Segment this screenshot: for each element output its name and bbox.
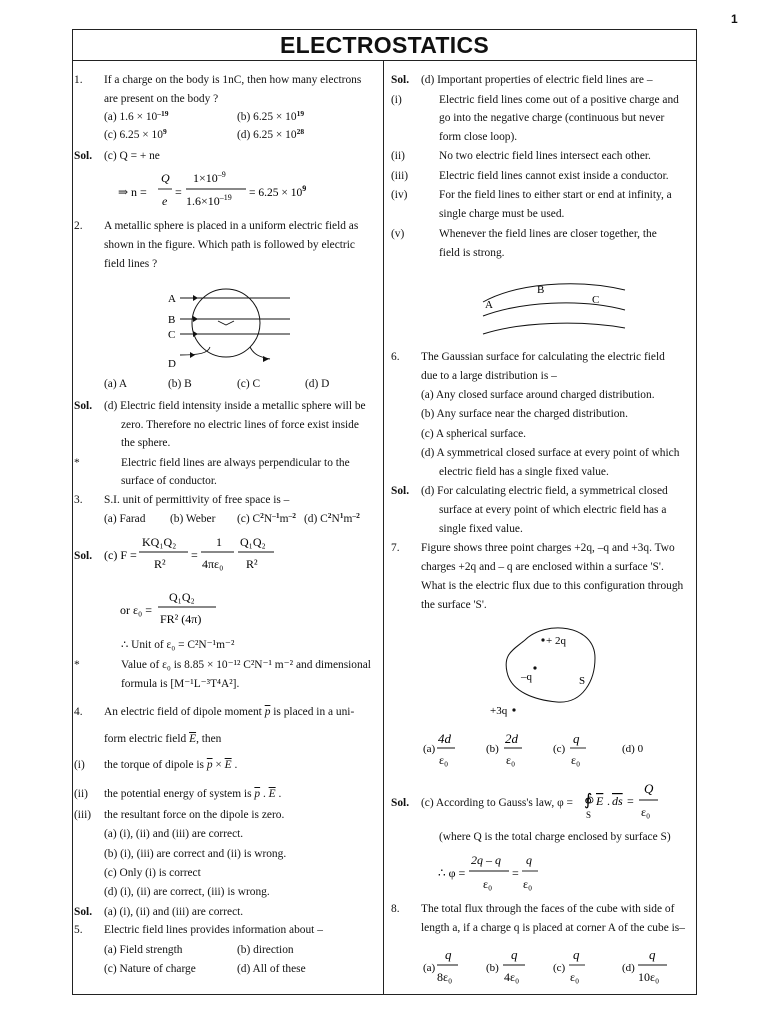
q3-value-line2: formula is [M⁻¹L⁻³T⁴A²]. <box>121 678 240 690</box>
page-number: 1 <box>731 12 738 26</box>
q7-sol-den: ε₀ <box>641 805 651 819</box>
q2-sol-line1: (d) Electric field intensity inside a metallic sphere will be <box>104 400 366 412</box>
q4-i-label: (i) <box>74 759 85 771</box>
q8-option-d-num: q <box>649 947 656 962</box>
svg-text:=: = <box>191 548 198 562</box>
q2-fig-label-c: C <box>168 329 176 341</box>
q5-ii-text: No two electric field lines intersect each other. <box>439 150 651 162</box>
q6-sol-label: Sol. <box>391 485 410 497</box>
q1-eq-lhs: ⇒ n = <box>118 185 147 199</box>
q3-or-den: FR² (4π) <box>160 612 202 626</box>
q3-sol-or-equation <box>120 586 280 634</box>
q5-i-line2: go into the negative charge (continuous but never <box>439 112 665 124</box>
q8-line2: length a, if a charge q is placed at corner A of the cube is– <box>421 922 685 934</box>
q2-figure-sphere-field <box>160 285 310 375</box>
q5-i-line1: Electric field lines come out of a positive charge and <box>439 94 679 106</box>
q7-option-d: (d) 0 <box>622 743 644 755</box>
q1-eq-frac1-den: e <box>162 194 168 208</box>
q1-option-a: (a) $1.6 \times 10^{-19}$ <box>104 109 169 123</box>
q3-option-b: (b) Weber <box>170 513 216 525</box>
q4-i-text: the torque of dipole is $\overline{p} \times \overline{E}$ . <box>104 759 238 771</box>
q8-option-b-num: q <box>511 947 518 962</box>
q2-fig-label-b: B <box>168 314 176 326</box>
q6-line2: due to a large distribution is – <box>421 370 557 382</box>
title-bar <box>73 30 696 61</box>
q3-frac2-den: 4πε₀ <box>202 557 224 571</box>
q1-sol-label: Sol. <box>74 150 93 162</box>
q7-sol-equation <box>438 848 598 896</box>
q7-line1: Figure shows three point charges +2q, –q and +3q. Two <box>421 542 675 554</box>
q1-eq-frac2-num: $1\times 10^{-9}$ <box>193 170 226 185</box>
column-divider <box>383 60 384 994</box>
q5-fig-label-b: B <box>537 284 545 296</box>
q7-sol-eq-lhs: ∴ φ = <box>438 866 466 880</box>
q2-line2: shown in the figure. Which path is followed by electric <box>104 239 355 251</box>
q5-v-line1: Whenever the field lines are closer together, the <box>439 228 657 240</box>
q8-option-b-den: 4ε₀ <box>504 970 520 984</box>
q8-line1: The total flux through the faces of the cube with side of <box>421 903 675 915</box>
q7-integral-s: S <box>586 810 592 820</box>
q5-i-line3: form close loop). <box>439 131 518 143</box>
q4-iii-label: (iii) <box>74 809 92 821</box>
q8-options <box>421 941 681 989</box>
q4-ii-text: the potential energy of system is $\overline{p}$ . $\overline{E}$ . <box>104 788 282 800</box>
q2-line3: field lines ? <box>104 258 158 270</box>
q5-v-label: (v) <box>391 228 405 240</box>
q7-sol-eq-den2: ε₀ <box>523 877 533 891</box>
q6-sol-line3: single fixed value. <box>439 523 523 535</box>
q7-sol-label: Sol. <box>391 797 410 809</box>
q1-equation <box>118 165 318 215</box>
q2-note-line1: Electric field lines are always perpendicular to the <box>121 457 350 469</box>
q3-line1: S.I. unit of permittivity of free space is – <box>104 494 290 506</box>
q7-option-c-label: (c) <box>553 743 566 755</box>
q7-fig-plus3q: +3q <box>490 705 508 717</box>
q1-eq-result: = $6.25 \times 10^9$ <box>249 184 307 199</box>
q4-number: 4. <box>74 706 83 718</box>
q1-eq-equals: = <box>175 185 182 199</box>
q3-number: 3. <box>74 494 83 506</box>
q3-frac3-den: R² <box>246 557 258 571</box>
q7-line2: charges +2q and – q are enclosed within a surface 'S'. <box>421 561 664 573</box>
q2-option-c: (c) C <box>237 378 261 390</box>
q7-option-b-label: (b) <box>486 743 499 755</box>
q7-option-b-den: ε₀ <box>506 753 516 767</box>
q5-i-label: (i) <box>391 94 402 106</box>
q3-value-line1: Value of ε₀ is 8.85 × 10⁻¹² C²N⁻¹ m⁻² and dimensional <box>121 659 371 671</box>
q3-frac3-num: Q₁Q₂ <box>240 535 266 549</box>
q6-option-d2: electric field has a single fixed value. <box>439 466 609 478</box>
q3-sol-or: or ε₀ = <box>120 603 152 617</box>
q4-line1: An electric field of dipole moment $\overline{p}$ is placed in a uni- <box>104 706 355 718</box>
page-title: ELECTROSTATICS <box>279 32 490 58</box>
q5-line1: Electric field lines provides information about – <box>104 924 323 936</box>
q7-figure-gaussian-surface <box>485 618 615 718</box>
q7-gauss-integral <box>584 778 674 826</box>
q7-line4: the surface 'S'. <box>421 599 487 611</box>
q2-fig-label-a: A <box>168 293 176 305</box>
q3-sol-label: Sol. <box>74 550 93 562</box>
q6-option-c: (c) A spherical surface. <box>421 428 526 440</box>
q3-or-num: Q₁Q₂ <box>169 590 195 604</box>
svg-text:=: = <box>627 794 634 808</box>
svg-text:=: = <box>512 866 519 880</box>
q2-line1: A metallic sphere is placed in a uniform electric field as <box>104 220 359 232</box>
q4-option-a: (a) (i), (ii) and (iii) are correct. <box>104 828 244 840</box>
q3-sol-f: (c) F = <box>104 548 137 562</box>
q5-sol-label: Sol. <box>391 74 410 86</box>
q2-sol-line3: the sphere. <box>121 437 171 449</box>
q7-sol-eq-num2: q <box>526 853 532 867</box>
q5-iv-line1: For the field lines to either start or end at infinity, a <box>439 189 672 201</box>
q8-option-c-den: ε₀ <box>570 970 580 984</box>
q5-fig-label-a: A <box>485 299 493 311</box>
q2-option-d: (d) D <box>305 378 330 390</box>
q5-fig-label-c: C <box>592 294 600 306</box>
q2-note-line2: surface of conductor. <box>121 475 217 487</box>
q7-line3: What is the electric flux due to this configuration through <box>421 580 684 592</box>
q4-option-b: (b) (i), (iii) are correct and (ii) is wrong. <box>104 848 287 860</box>
q5-figure-field-lines <box>475 272 635 342</box>
q5-iv-line2: single charge must be used. <box>439 208 565 220</box>
q7-option-b-num: 2d <box>505 731 518 746</box>
q7-option-c-den: ε₀ <box>571 753 581 767</box>
q5-option-d: (d) All of these <box>237 963 306 975</box>
q4-option-c: (c) Only (i) is correct <box>104 867 201 879</box>
q7-option-c-num: q <box>573 731 580 746</box>
q8-number: 8. <box>391 903 400 915</box>
q5-option-a: (a) Field strength <box>104 944 183 956</box>
q8-option-b-label: (b) <box>486 962 499 974</box>
q8-option-a-label: (a) <box>423 962 436 974</box>
q5-option-c: (c) Nature of charge <box>104 963 196 975</box>
q7-number: 7. <box>391 542 400 554</box>
q8-option-c-label: (c) <box>553 962 566 974</box>
q4-option-d: (d) (i), (ii) are correct, (iii) is wrong. <box>104 886 270 898</box>
q3-unit-line: ∴ Unit of ε₀ = C²N⁻¹m⁻² <box>121 639 235 651</box>
q5-iii-text: Electric field lines cannot exist inside a conductor. <box>439 170 669 182</box>
q3-option-d: (d) $C^2N^1m^{-2}$ <box>304 511 360 525</box>
q3-option-a: (a) Farad <box>104 513 146 525</box>
q8-option-d-label: (d) <box>622 962 635 974</box>
q3-sol-equation <box>104 530 314 580</box>
q4-line2: form electric field $\overline{E}$, then <box>104 733 222 745</box>
q6-sol-line2: surface at every point of which electric field has a <box>439 504 667 516</box>
q6-line1: The Gaussian surface for calculating the electric field <box>421 351 665 363</box>
q7-sol-text: (c) According to Gauss's law, φ = <box>421 797 573 809</box>
q5-sol-line1: (d) Important properties of electric field lines are – <box>421 74 653 86</box>
q1-line1: If a charge on the body is 1nC, then how many electrons <box>104 74 362 86</box>
q6-option-a: (a) Any closed surface around charged distribution. <box>421 389 655 401</box>
q1-option-b: (b) $6.25 \times 10^{19}$ <box>237 109 305 123</box>
q1-sol-line1: (c) Q = + ne <box>104 150 160 162</box>
q4-iii-text: the resultant force on the dipole is zero. <box>104 809 285 821</box>
q7-option-a-num: 4d <box>438 731 451 746</box>
q2-option-a: (a) A <box>104 378 128 390</box>
q2-sol-line2: zero. Therefore no electric lines of force exist inside <box>121 419 359 431</box>
q4-sol-label: Sol. <box>74 906 93 918</box>
q1-line2: are present on the body ? <box>104 93 219 105</box>
q2-number: 2. <box>74 220 83 232</box>
q8-option-c-num: q <box>573 947 580 962</box>
q5-iii-label: (iii) <box>391 170 409 182</box>
q7-fig-plus2q: + 2q <box>546 635 566 647</box>
q7-fig-minusq: –q <box>521 671 532 683</box>
q3-value-star: * <box>74 659 80 671</box>
q3-option-c: (c) $C^2N^{-1}m^{-2}$ <box>237 511 296 525</box>
q6-option-d1: (d) A symmetrical closed surface at every point of which <box>421 447 680 459</box>
q7-options <box>421 724 661 772</box>
q2-fig-label-d: D <box>168 358 176 370</box>
q5-ii-label: (ii) <box>391 150 405 162</box>
q1-option-c: (c) $6.25 \times 10^9$ <box>104 127 167 141</box>
q3-frac1-num: KQ₁Q₂ <box>142 535 177 549</box>
q4-ii-label: (ii) <box>74 788 88 800</box>
q6-option-b: (b) Any surface near the charged distribution. <box>421 408 628 420</box>
q7-option-a-den: ε₀ <box>439 753 449 767</box>
q2-sol-label: Sol. <box>74 400 93 412</box>
q2-note-star: * <box>74 457 80 469</box>
q3-frac2-num: 1 <box>216 535 222 549</box>
q7-sol-eq-num: 2q – q <box>471 853 501 867</box>
q7-integral-ds: ds <box>612 794 623 808</box>
q7-option-a-label: (a) <box>423 743 436 755</box>
q8-option-a-den: 8ε₀ <box>437 970 453 984</box>
q7-integral-sign: ∮ <box>584 792 593 809</box>
q4-sol-text: (a) (i), (ii) and (iii) are correct. <box>104 906 244 918</box>
q5-v-line2: field is strong. <box>439 247 505 259</box>
q7-sol-q: Q <box>644 781 654 796</box>
q6-number: 6. <box>391 351 400 363</box>
q5-option-b: (b) direction <box>237 944 294 956</box>
svg-text:.: . <box>607 794 610 808</box>
q5-number: 5. <box>74 924 83 936</box>
q7-sol-eq-den: ε₀ <box>483 877 493 891</box>
q7-integral-e: E <box>596 794 604 808</box>
q6-sol-line1: (d) For calculating electric field, a symmetrical closed <box>421 485 668 497</box>
q1-number: 1. <box>74 74 83 86</box>
q5-iv-label: (iv) <box>391 189 408 201</box>
q1-option-d: (d) $6.25 \times 10^{28}$ <box>237 127 305 141</box>
q1-eq-frac1-num: Q <box>161 171 170 185</box>
q8-option-d-den: 10ε₀ <box>638 970 660 984</box>
q8-option-a-num: q <box>445 947 452 962</box>
q2-option-b: (b) B <box>168 378 192 390</box>
q7-sol-note: (where Q is the total charge enclosed by surface S) <box>439 831 671 843</box>
q7-fig-s: S <box>579 675 586 687</box>
q1-eq-frac2-den: $1.6\times 10^{-19}$ <box>186 193 232 208</box>
q3-frac1-den: R² <box>154 557 166 571</box>
